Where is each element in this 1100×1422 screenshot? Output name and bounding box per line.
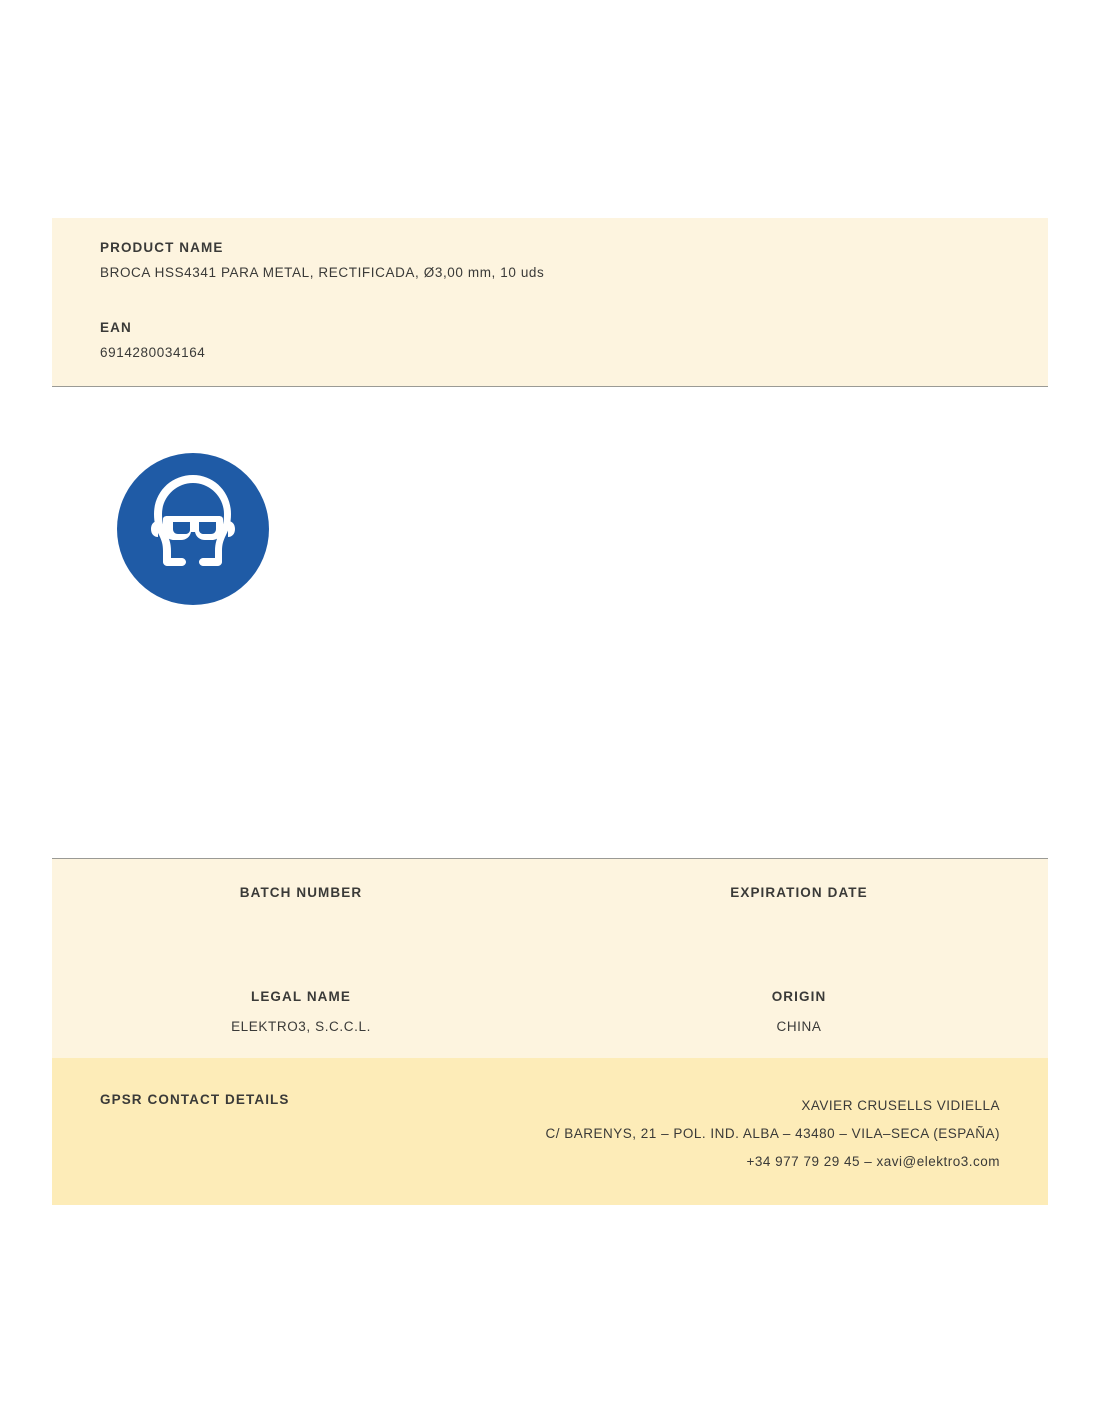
product-info-block <box>52 218 1048 387</box>
legal-origin-row <box>52 989 1048 1035</box>
product-name-value: BROCA HSS4341 PARA METAL, RECTIFICADA, Ø3,00 mm, 10 uds <box>100 265 545 280</box>
batch-number-label: BATCH NUMBER <box>239 885 363 900</box>
wear-eye-protection-icon <box>117 453 269 605</box>
gpsr-contact-phone-email: +34 977 79 29 45 – xavi@elektro3.com <box>746 1154 1000 1169</box>
origin-label: ORIGIN <box>771 989 827 1004</box>
gpsr-contact-details <box>546 1092 1000 1176</box>
origin-cell <box>550 989 1048 1035</box>
legal-name-value: ELEKTRO3, S.C.C.L. <box>231 1019 371 1034</box>
gpsr-contact-name: XAVIER CRUSELLS VIDIELLA <box>801 1098 1000 1113</box>
gpsr-contact-address: C/ BARENYS, 21 – POL. IND. ALBA – 43480 – VILA–SECA (ESPAÑA) <box>545 1126 1000 1141</box>
batch-number-value <box>72 919 530 935</box>
gpsr-contact-title: GPSR CONTACT DETAILS <box>100 1092 290 1107</box>
expiration-date-label: EXPIRATION DATE <box>730 885 868 900</box>
expiration-date-cell <box>550 885 1048 935</box>
gpsr-contact-block <box>52 1058 1048 1205</box>
legal-name-label: LEGAL NAME <box>250 989 351 1004</box>
origin-value: CHINA <box>776 1019 822 1034</box>
pictogram-area <box>52 420 1048 840</box>
batch-expiration-row <box>52 885 1048 935</box>
batch-number-cell <box>52 885 550 935</box>
legal-name-cell <box>52 989 550 1035</box>
batch-legal-info-block <box>52 858 1048 1062</box>
ean-label: EAN <box>100 320 132 335</box>
ean-value: 6914280034164 <box>100 345 206 360</box>
expiration-date-value <box>570 919 1028 935</box>
product-name-label: PRODUCT NAME <box>100 240 224 255</box>
